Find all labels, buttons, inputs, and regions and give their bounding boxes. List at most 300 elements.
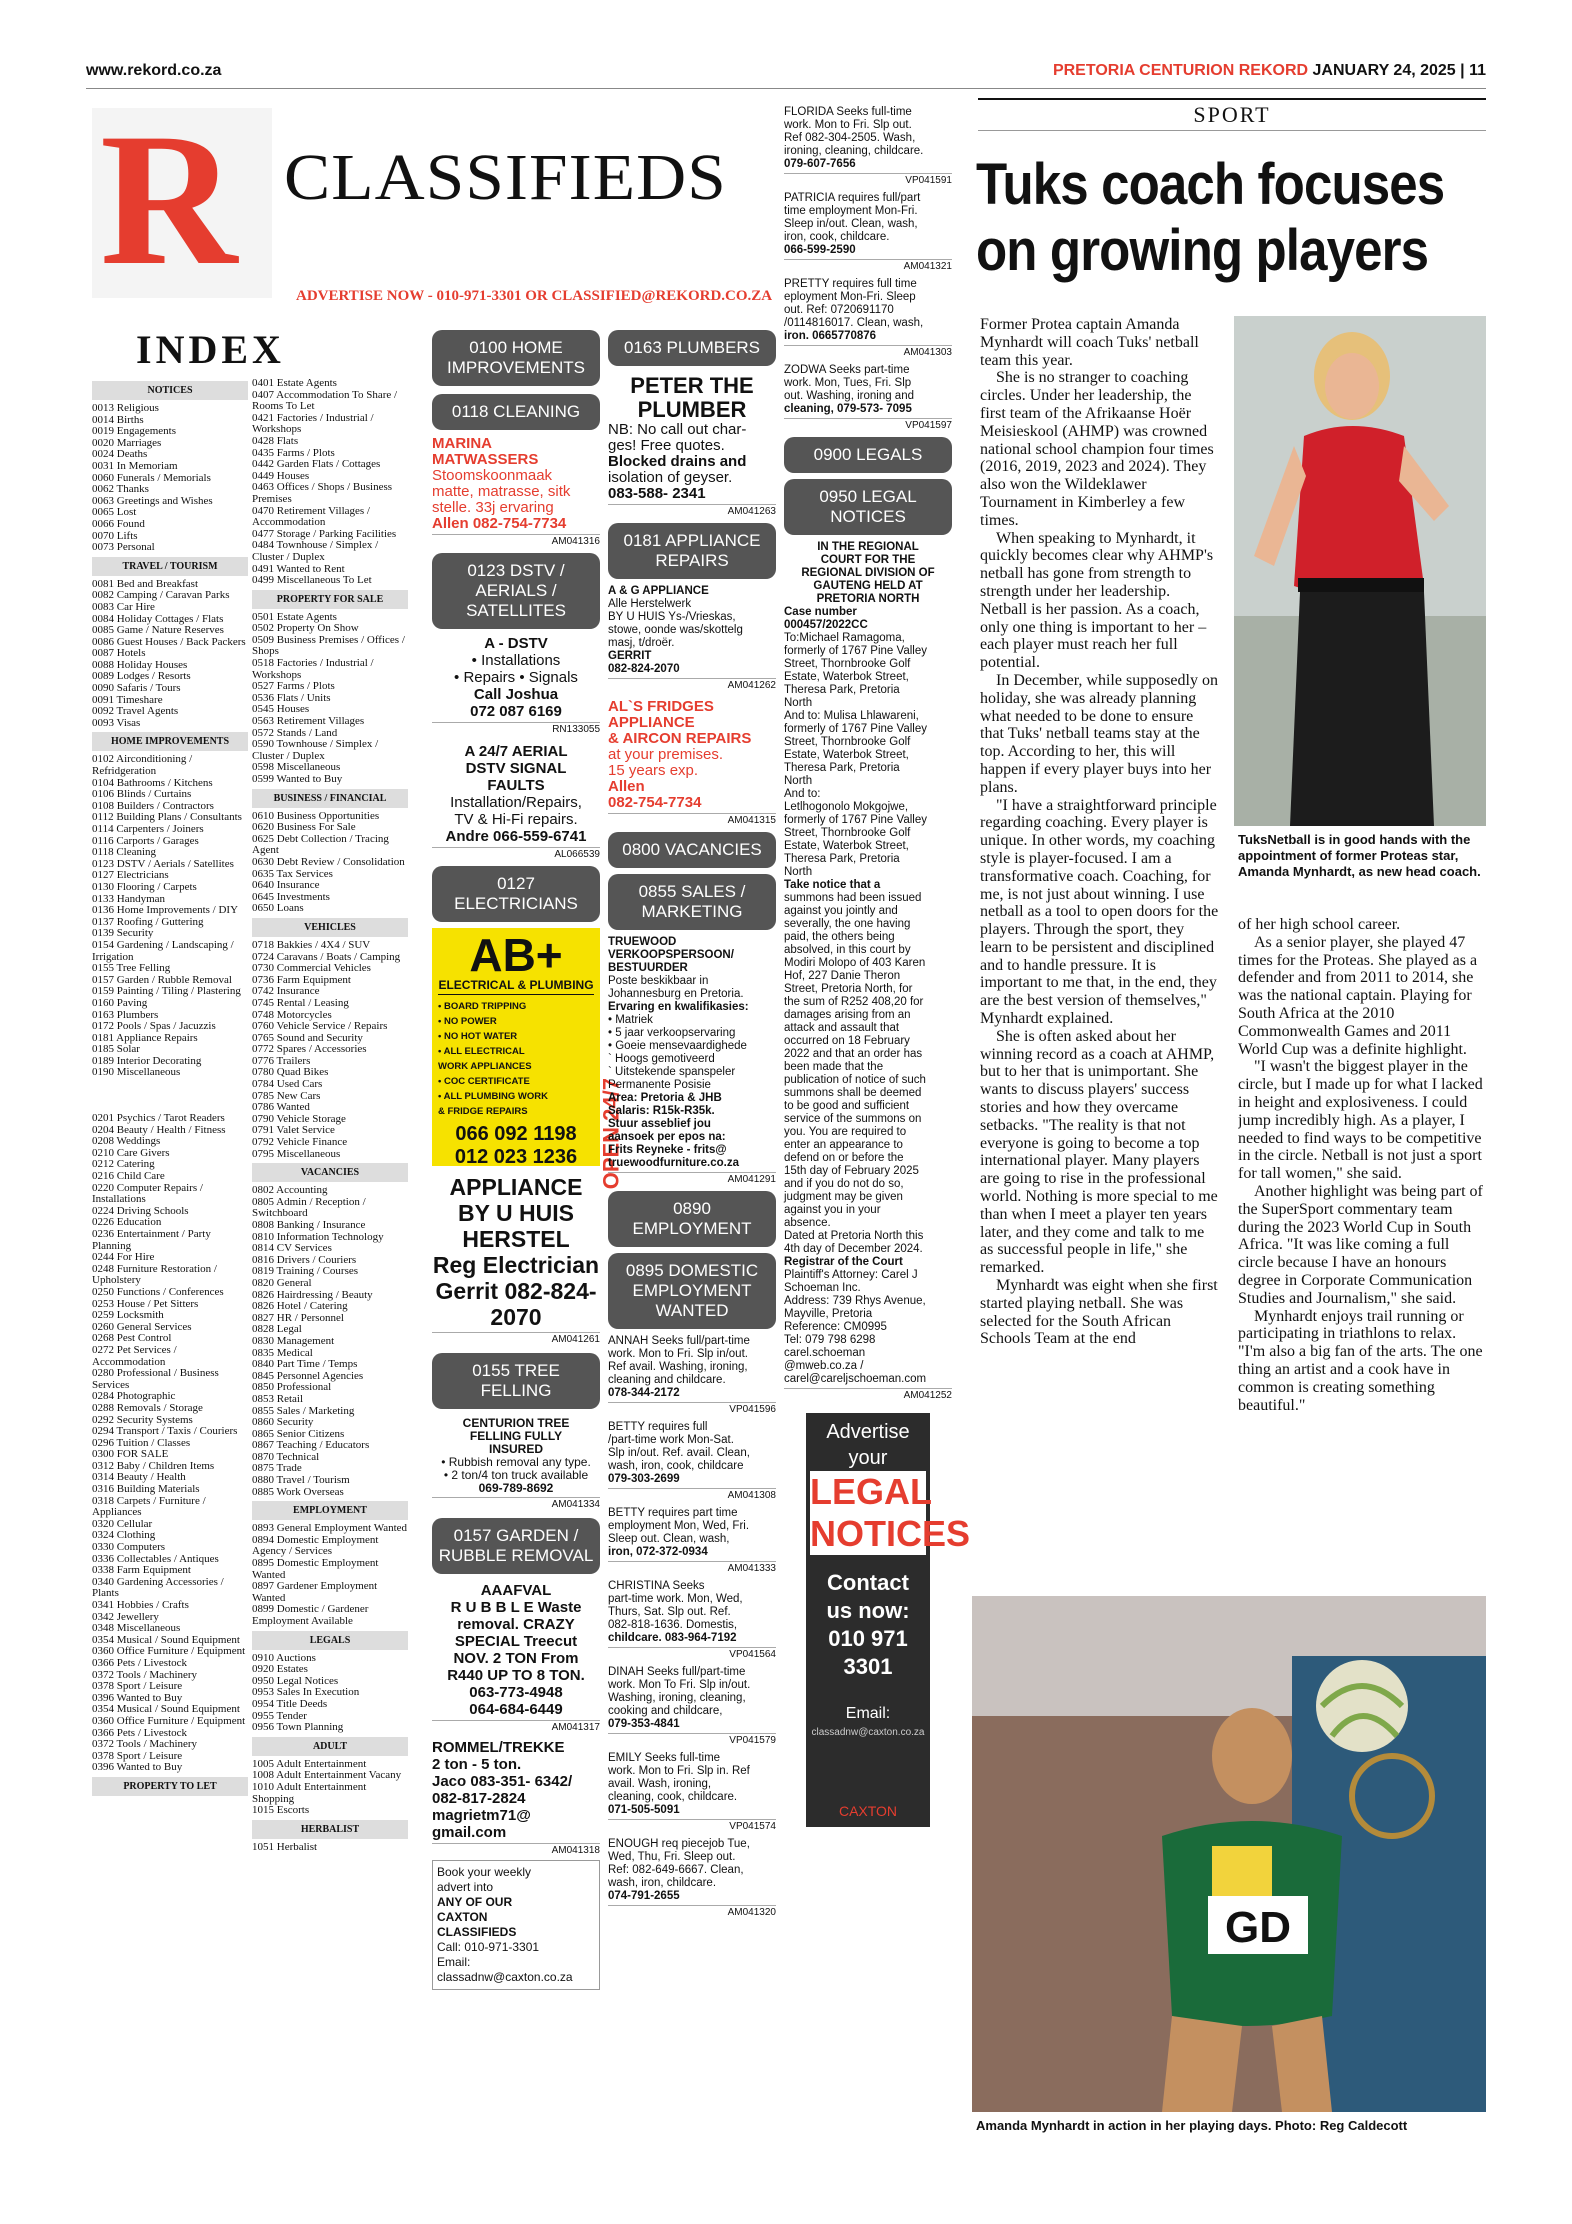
index-entry[interactable]: 0745 Rental / Leasing: [252, 996, 349, 1009]
index-entry[interactable]: 0396 Wanted to Buy: [92, 1761, 183, 1774]
index-entry[interactable]: 0324 Clothing: [92, 1529, 156, 1542]
ad-line: FELLING FULLY: [469, 1429, 563, 1443]
index-entry[interactable]: 0865 Senior Citizens: [252, 1427, 345, 1440]
index-entry[interactable]: 0802 Accounting: [252, 1184, 328, 1197]
index-entry[interactable]: 0210 Care Givers: [92, 1146, 170, 1159]
ad-line: Estate, Waterbok Street,: [784, 671, 909, 683]
index-entry[interactable]: 0106 Blinds / Curtains: [92, 788, 192, 801]
index-entry[interactable]: 0893 General Employment Wanted: [252, 1522, 408, 1535]
index-entry[interactable]: 0880 Travel / Tourism: [252, 1474, 350, 1487]
index-entry[interactable]: 0442 Garden Flats / Cottages: [252, 458, 381, 471]
ad-line: against you jointly and: [784, 905, 898, 917]
ad-line: APPLIANCE: [449, 1174, 583, 1200]
index-entry[interactable]: 0776 Trailers: [252, 1054, 311, 1067]
ad-line: occurred on 18 February: [784, 1035, 910, 1047]
classifieds-logo: R: [92, 108, 272, 298]
site-url[interactable]: www.rekord.co.za: [86, 62, 222, 79]
index-entry[interactable]: 0855 Sales / Marketing: [252, 1404, 355, 1417]
ad-line: • COC CERTIFICATE: [438, 1076, 530, 1087]
index-entry[interactable]: 0092 Travel Agents: [92, 705, 179, 718]
index-entry[interactable]: 0316 Building Materials: [92, 1483, 200, 1496]
index-entry[interactable]: 1010 Adult Entertainment Shopping: [252, 1780, 367, 1805]
index-entry[interactable]: 0014 Births: [92, 413, 144, 426]
index-entry[interactable]: 1005 Adult Entertainment: [252, 1757, 367, 1770]
index-entry[interactable]: 0136 Home Improvements / DIY: [92, 904, 239, 917]
index-entry[interactable]: 0867 Teaching / Educators: [252, 1439, 370, 1452]
index-entry[interactable]: 0765 Sound and Security: [252, 1031, 363, 1044]
category-appliance-repairs[interactable]: 0181 APPLIANCE REPAIRS: [608, 523, 776, 579]
ad-ref: AM041303: [784, 345, 952, 358]
index-entry[interactable]: 0093 Visas: [92, 716, 141, 729]
ad-line: • Matriek: [608, 1014, 653, 1026]
category-home-improvements[interactable]: 0100 HOME IMPROVEMENTS: [432, 330, 600, 386]
index-entry[interactable]: 0428 Flats: [252, 434, 299, 447]
index-entry[interactable]: 0470 Retirement Villages / Accommodation: [252, 504, 370, 529]
index-entry[interactable]: 0250 Functions / Conferences: [92, 1285, 224, 1298]
ad-line: enter an appearance to: [784, 1139, 903, 1151]
index-entry[interactable]: 0280 Professional / Business Services: [92, 1367, 219, 1391]
index-entry[interactable]: 0835 Medical: [252, 1346, 313, 1359]
category-vacancies[interactable]: 0800 VACANCIES: [608, 832, 776, 868]
index-entry[interactable]: 0091 Timeshare: [92, 693, 163, 706]
index-entry[interactable]: 0885 Work Overseas: [252, 1485, 344, 1498]
index-entry[interactable]: 0742 Insurance: [252, 985, 320, 998]
index-entry[interactable]: 0160 Paving: [92, 996, 148, 1009]
ad-line: Theresa Park, Pretoria: [784, 762, 900, 774]
ad-line: Johannesburg en Pretoria.: [608, 988, 744, 1000]
index-entry[interactable]: 1015 Escorts: [252, 1804, 310, 1817]
ad-ref: VP041574: [608, 1819, 776, 1832]
category-sales-marketing[interactable]: 0855 SALES / MARKETING: [608, 874, 776, 930]
index-entry[interactable]: 0360 Office Furniture / Equipment: [92, 1645, 246, 1658]
index-entry[interactable]: 0819 Training / Courses: [252, 1265, 359, 1278]
index-entry[interactable]: 0772 Spares / Accessories: [252, 1043, 367, 1056]
ad-line: /part-time work Mon-Sat.: [608, 1434, 734, 1446]
index-entry[interactable]: 0159 Painting / Tiling / Plastering: [92, 985, 241, 998]
index-entry[interactable]: 0083 Car Hire: [92, 600, 155, 613]
index-entry[interactable]: 0780 Quad Bikes: [252, 1066, 329, 1079]
index-entry[interactable]: 0020 Marriages: [92, 436, 162, 449]
index-entry[interactable]: 0491 Wanted to Rent: [252, 562, 345, 575]
index-entry[interactable]: 0084 Holiday Cottages / Flats: [92, 612, 224, 625]
issue-date: JANUARY 24, 2025: [1312, 62, 1456, 79]
ad-line: North: [784, 866, 813, 878]
index-entry[interactable]: 0407 Accommodation To Share / Rooms To Let: [252, 388, 398, 413]
index-entry[interactable]: 0360 Office Furniture / Equipment: [92, 1714, 246, 1727]
index-entry[interactable]: 0875 Trade: [252, 1462, 302, 1475]
index-entry[interactable]: 0318 Carpets / Furniture / Appliances: [92, 1494, 206, 1519]
index-heading: VEHICLES: [252, 918, 408, 937]
ad-ref: AM041318: [432, 1843, 600, 1856]
index-entry[interactable]: 0860 Security: [252, 1416, 314, 1429]
index-entry[interactable]: 0088 Holiday Houses: [92, 658, 188, 671]
ad-line: TRUEWOOD: [608, 936, 677, 948]
index-entry[interactable]: 0736 Farm Equipment: [252, 973, 351, 986]
category-tree-felling[interactable]: 0155 TREE FELLING: [432, 1353, 600, 1409]
index-entry[interactable]: 0019 Engagements: [92, 425, 177, 438]
ad-line: Salaris: R15k-R35k.: [608, 1105, 715, 1117]
coach-photo: [1234, 316, 1486, 826]
ad-line: @mweb.co.za /: [784, 1360, 864, 1372]
ad-line: Take notice that a: [784, 879, 881, 891]
index-entry[interactable]: 0421 Factories / Industrial / Workshops: [252, 411, 374, 436]
index-entry[interactable]: 0354 Musical / Sound Equipment: [92, 1633, 240, 1646]
category-domestic-employment[interactable]: 0895 DOMESTIC EMPLOYMENT WANTED: [608, 1253, 776, 1329]
ad-line: been made that the: [784, 1061, 884, 1073]
index-entry[interactable]: 0463 Offices / Shops / Business Premises: [252, 481, 393, 505]
index-entry[interactable]: 0340 Gardening Accessories / Plants: [92, 1575, 224, 1600]
index-entry[interactable]: 0201 Psychics / Tarot Readers: [92, 1112, 225, 1125]
index-entry[interactable]: 0300 FOR SALE: [92, 1448, 169, 1461]
index-entry[interactable]: 0509 Business Premises / Offices / Shops: [252, 633, 405, 658]
index-entry[interactable]: 0268 Pest Control: [92, 1332, 172, 1345]
index-entry[interactable]: 0536 Flats / Units: [252, 691, 331, 704]
ad-line: out. Ref: 0720691170: [784, 304, 894, 316]
index-entry[interactable]: 0338 Farm Equipment: [92, 1564, 191, 1577]
ad-line: attack and assault that: [784, 1022, 900, 1034]
ad-line: publication of notice of such: [784, 1074, 926, 1086]
category-cleaning[interactable]: 0118 CLEANING: [432, 394, 600, 430]
category-dstv[interactable]: 0123 DSTV / AERIALS / SATELLITES: [432, 553, 600, 629]
index-entry[interactable]: 0378 Sport / Leisure: [92, 1749, 183, 1762]
ab-open-24-7: OPEN 24/7: [598, 1078, 623, 1190]
index-entry[interactable]: 0248 Furniture Restoration / Upholstery: [92, 1262, 217, 1287]
ad-ref: AM041321: [784, 259, 952, 272]
index-entry[interactable]: 0013 Religious: [92, 402, 159, 414]
ab-phone-2[interactable]: 012 023 1236: [454, 1146, 578, 1168]
category-legals[interactable]: 0900 LEGALS: [784, 437, 952, 473]
ad-line: Ref avail. Washing, ironing,: [608, 1361, 748, 1373]
advertise-legal-notices-box[interactable]: [806, 1413, 971, 1827]
index-entry[interactable]: 0116 Carports / Garages: [92, 834, 199, 847]
ad-line: ` Hoogs gemotiveerd: [608, 1053, 715, 1065]
index-entry[interactable]: 0792 Vehicle Finance: [252, 1136, 348, 1149]
index-entry[interactable]: 0284 Photographic: [92, 1390, 176, 1403]
ad-line: BESTUURDER: [608, 962, 688, 974]
ad-line: you. You are required to: [784, 1126, 907, 1138]
index-entry[interactable]: 0089 Lodges / Resorts: [92, 670, 191, 683]
index-entry[interactable]: 0826 Hairdressing / Beauty: [252, 1288, 373, 1301]
index-entry[interactable]: 0260 General Services: [92, 1320, 192, 1333]
index-entry[interactable]: 0810 Information Technology: [252, 1230, 384, 1243]
index-entry[interactable]: 0253 House / Pet Sitters: [92, 1297, 199, 1310]
ad-line: R U B B L E Waste: [450, 1599, 582, 1616]
index-entry[interactable]: 0070 Lifts: [92, 529, 138, 542]
index-entry[interactable]: 0610 Business Opportunities: [252, 809, 380, 822]
index-entry[interactable]: 0805 Admin / Reception / Switchboard: [252, 1195, 366, 1220]
index-entry[interactable]: 0085 Game / Nature Reserves: [92, 624, 224, 637]
index-entry[interactable]: 0065 Lost: [92, 506, 137, 519]
index-entry[interactable]: 0625 Debt Collection / Tracing Agent: [252, 832, 389, 857]
ad-line: severally, the one having: [784, 918, 911, 930]
ad-line: • NO POWER: [438, 1016, 497, 1027]
index-entry[interactable]: 0785 New Cars: [252, 1089, 321, 1102]
index-entry[interactable]: 0786 Wanted: [252, 1101, 310, 1114]
ad-line: & AIRCON REPAIRS: [608, 730, 752, 747]
index-entry[interactable]: 1008 Adult Entertainment Vacany: [252, 1769, 402, 1782]
index-entry[interactable]: 0850 Professional: [252, 1381, 332, 1394]
index-entry[interactable]: 0024 Deaths: [92, 448, 148, 461]
netball-action-photo: [972, 1596, 1486, 2112]
index-entry[interactable]: 0154 Gardening / Landscaping / Irrigation: [92, 938, 234, 963]
ad-line: ZODWA Seeks part-time: [784, 364, 910, 376]
index-entry[interactable]: 0795 Miscellaneous: [252, 1147, 341, 1160]
index-entry[interactable]: 0114 Carpenters / Joiners: [92, 823, 204, 835]
index-entry[interactable]: 0220 Computer Repairs / Installations: [92, 1181, 203, 1206]
ab-phone-1[interactable]: 066 092 1198: [455, 1123, 577, 1145]
index-entry[interactable]: 0950 Legal Notices: [252, 1674, 339, 1687]
ad-line: • 5 jaar verkoopservaring: [608, 1027, 736, 1039]
index-entry[interactable]: 0899 Domestic / Gardener Employment Available: [252, 1603, 369, 1627]
ad-line: Andre 066-559-6741: [445, 828, 587, 845]
ad-ab-plus: [432, 928, 623, 1190]
index-entry[interactable]: 0572 Stands / Land: [252, 726, 338, 739]
index-entry[interactable]: 0312 Baby / Children Items: [92, 1459, 215, 1472]
ad-line: PATRICIA requires full/part: [784, 192, 921, 204]
index-entry[interactable]: 0108 Builders / Contractors: [92, 799, 214, 812]
index-entry[interactable]: 0272 Pet Services / Accommodation: [92, 1343, 177, 1368]
index-entry[interactable]: 0366 Pets / Livestock: [92, 1656, 188, 1669]
advert-line: 010 971 3301: [828, 1626, 908, 1679]
ad-ref: AM041315: [608, 813, 776, 826]
index-entry[interactable]: 0477 Storage / Parking Facilities: [252, 527, 397, 540]
index-entry[interactable]: 0599 Wanted to Buy: [252, 773, 343, 785]
ad-line: stowe, oonde was/skottelg: [608, 624, 743, 636]
index-entry[interactable]: 0808 Banking / Insurance: [252, 1219, 366, 1231]
index-entry[interactable]: 0031 In Memoriam: [92, 459, 178, 472]
index-entry[interactable]: 0185 Solar: [92, 1043, 140, 1056]
index-entry[interactable]: 0730 Commercial Vehicles: [252, 962, 371, 975]
index-entry[interactable]: 0137 Roofing / Guttering: [92, 915, 204, 928]
index-entry[interactable]: 0845 Personnel Agencies: [252, 1369, 364, 1382]
index-entry[interactable]: 0090 Safaris / Tours: [92, 682, 181, 695]
index-entry[interactable]: 0545 Houses: [252, 703, 310, 716]
index-entry[interactable]: 0348 Miscellaneous: [92, 1622, 181, 1635]
index-entry[interactable]: 0853 Retail: [252, 1392, 304, 1405]
index-entry[interactable]: 0435 Farms / Plots: [252, 446, 335, 459]
index-entry[interactable]: 0620 Business For Sale: [252, 821, 356, 834]
index-entry[interactable]: 0748 Motorcycles: [252, 1008, 332, 1021]
index-entry[interactable]: 0314 Beauty / Health: [92, 1471, 186, 1484]
ad-line: formerly of 1767 Pine Valley: [784, 814, 927, 826]
index-entry[interactable]: 0840 Part Time / Temps: [252, 1358, 358, 1371]
index-title: INDEX: [136, 327, 285, 372]
index-entry[interactable]: 0816 Drivers / Couriers: [252, 1253, 357, 1266]
index-entry[interactable]: 0123 DSTV / Aerials / Satellites: [92, 857, 234, 870]
ad-line: work. Mon to Fri. Slp in/out.: [608, 1348, 748, 1360]
classified-ad: [784, 278, 952, 358]
index-entry[interactable]: 0724 Caravans / Boats / Camping: [252, 950, 401, 963]
index-entry[interactable]: 0895 Domestic Employment Wanted: [252, 1557, 379, 1581]
index-entry[interactable]: 0155 Tree Felling: [92, 962, 171, 975]
index-entry[interactable]: 0060 Funerals / Memorials: [92, 471, 211, 484]
index-entry[interactable]: 0224 Driving Schools: [92, 1204, 189, 1217]
index-heading: PROPERTY TO LET: [92, 1777, 248, 1796]
index-entry[interactable]: 0527 Farms / Plots: [252, 680, 335, 693]
index-entry[interactable]: 0330 Computers: [92, 1541, 166, 1554]
index-entry[interactable]: 0449 Houses: [252, 469, 310, 482]
ad-line: ANNAH Seeks full/part-time: [608, 1335, 750, 1347]
index-entry[interactable]: 0212 Catering: [92, 1158, 155, 1171]
index-entry[interactable]: 0296 Tuition / Classes: [92, 1436, 191, 1449]
index-entry[interactable]: 0216 Child Care: [92, 1170, 165, 1183]
index-entry[interactable]: 0598 Miscellaneous: [252, 761, 341, 774]
index-entry[interactable]: 0640 Insurance: [252, 879, 320, 892]
ad-line: ironing, cleaning, childcare.: [784, 145, 924, 157]
index-entry[interactable]: 0181 Appliance Repairs: [92, 1031, 198, 1044]
index-entry[interactable]: 0073 Personal: [92, 541, 155, 554]
index-entry[interactable]: 0112 Building Plans / Consultants: [92, 811, 242, 824]
ad-ref: AM041317: [432, 1720, 600, 1733]
ad-line: 079-353-4841: [608, 1718, 680, 1730]
ad-line: EMILY Seeks full-time: [608, 1752, 721, 1764]
index-entry[interactable]: 0378 Sport / Leisure: [92, 1680, 183, 1693]
ad-line: Letlhogonolo Mokgojwe,: [784, 801, 909, 813]
category-electricians[interactable]: 0127 ELECTRICIANS: [432, 866, 600, 922]
index-entry[interactable]: 0139 Security: [92, 927, 154, 940]
index-entry[interactable]: 0102 Airconditioning / Refridgeration: [92, 753, 193, 778]
classified-ad: [608, 1838, 776, 1918]
index-entry[interactable]: 0190 Miscellaneous: [92, 1066, 181, 1079]
index-entry[interactable]: 0894 Domestic Employment Agency / Services: [252, 1533, 379, 1558]
index-entry[interactable]: 0645 Investments: [252, 890, 330, 903]
index-heading: HOME IMPROVEMENTS: [92, 732, 248, 751]
ad-ref: AM041333: [608, 1561, 776, 1574]
ad-truewood: [608, 936, 776, 1170]
index-entry[interactable]: 0259 Locksmith: [92, 1309, 164, 1322]
ad-line: AAAFVAL: [480, 1582, 552, 1599]
index-entry[interactable]: 0336 Collectables / Antiques: [92, 1552, 219, 1565]
ad-line: A 24/7 AERIAL: [464, 743, 568, 760]
index-entry[interactable]: 0827 HR / Personnel: [252, 1311, 344, 1324]
article-paragraph: She is often asked about her winning record as a coach at AHMP, but to her that is unimportant. She wants to discuss players' success stories and how they overcame setbacks. "The reality is that not everyone is going to become a top international player. Many players are going to rise in the professional world. Nothing is more special to me than when I meet a player ten years later, and they come and talk to me as successful people in life," she remarked.: [980, 1027, 1218, 1277]
index-entry[interactable]: 0820 General: [252, 1276, 312, 1289]
index-entry[interactable]: 0954 Title Deeds: [252, 1697, 328, 1710]
index-entry[interactable]: 0104 Bathrooms / Kitchens: [92, 776, 213, 789]
index-entry[interactable]: 0062 Thanks: [92, 483, 149, 496]
index-entry[interactable]: 0784 Used Cars: [252, 1078, 323, 1091]
index-entry[interactable]: 1051 Herbalist: [252, 1840, 318, 1853]
index-entry[interactable]: 0082 Camping / Caravan Parks: [92, 589, 230, 602]
index-entry[interactable]: 0087 Hotels: [92, 647, 146, 660]
index-entry[interactable]: 0354 Musical / Sound Equipment: [92, 1703, 240, 1716]
index-entry[interactable]: 0791 Valet Service: [252, 1124, 335, 1137]
index-entry[interactable]: 0563 Retirement Villages: [252, 715, 365, 728]
ad-line: MARINA: [432, 435, 492, 452]
ad-line: And to:: [784, 788, 821, 800]
index-entry[interactable]: 0760 Vehicle Service / Repairs: [252, 1020, 388, 1033]
index-entry[interactable]: 0828 Legal: [252, 1323, 302, 1336]
ad-line: GERRIT: [608, 650, 652, 662]
index-entry[interactable]: 0590 Townhouse / Simplex / Cluster / Duplex: [252, 738, 379, 762]
index-entry[interactable]: 0953 Sales In Execution: [252, 1686, 360, 1699]
index-entry[interactable]: 0484 Townhouse / Simplex / Cluster / Duplex: [252, 539, 379, 563]
index-entry[interactable]: 0366 Pets / Livestock: [92, 1726, 188, 1739]
ad-dstv: [432, 635, 600, 720]
index-entry[interactable]: 0650 Loans: [252, 902, 304, 915]
advert-line: NOTICES: [810, 1513, 971, 1554]
index-entry[interactable]: 0292 Security Systems: [92, 1413, 193, 1426]
index-entry[interactable]: 0130 Flooring / Carpets: [92, 880, 197, 893]
index-entry[interactable]: 0127 Electricians: [92, 869, 169, 882]
index-entry[interactable]: 0066 Found: [92, 517, 145, 530]
ad-line: Reg Electrician: [432, 1252, 600, 1278]
ad-ref: VP041596: [608, 1402, 776, 1415]
index-entry[interactable]: 0826 Hotel / Catering: [252, 1300, 348, 1313]
index-entry[interactable]: 0204 Beauty / Health / Fitness: [92, 1123, 226, 1136]
index-entry[interactable]: 0244 For Hire: [92, 1251, 155, 1264]
index-entry[interactable]: 0635 Tax Services: [252, 867, 333, 880]
index-entry[interactable]: 0372 Tools / Machinery: [92, 1668, 198, 1681]
index-entry[interactable]: 0501 Estate Agents: [252, 610, 337, 623]
category-legal-notices[interactable]: 0950 LEGAL NOTICES: [784, 479, 952, 535]
index-entry[interactable]: 0499 Miscellaneous To Let: [252, 574, 372, 587]
index-entry[interactable]: 0086 Guest Houses / Back Packers: [92, 635, 246, 648]
ad-line: Thurs, Sat. Slp out. Ref.: [608, 1606, 731, 1618]
ad-line: Stuur asseblief jou: [608, 1118, 711, 1130]
index-entry[interactable]: 0718 Bakkies / 4X4 / SUV: [252, 938, 371, 951]
index-entry[interactable]: 0956 Town Planning: [252, 1721, 344, 1734]
index-entry[interactable]: 0502 Property On Show: [252, 622, 359, 635]
index-entry[interactable]: 0341 Hobbies / Crafts: [92, 1599, 189, 1611]
ad-line: Street, Thornbrooke Golf: [784, 658, 911, 670]
index-entry[interactable]: 0372 Tools / Machinery: [92, 1738, 198, 1751]
category-plumbers[interactable]: 0163 PLUMBERS: [608, 330, 776, 366]
index-entry[interactable]: 0172 Pools / Spas / Jacuzzis: [92, 1020, 216, 1033]
index-entry[interactable]: 0870 Technical: [252, 1450, 320, 1463]
index-entry[interactable]: 0955 Tender: [252, 1709, 307, 1722]
index-entry[interactable]: 0063 Greetings and Wishes: [92, 494, 213, 507]
ad-centurion-tree: [432, 1417, 600, 1495]
ad-line: Ervaring en kwalifikasies:: [608, 1001, 749, 1013]
caxton-book-advert[interactable]: [432, 1860, 600, 1990]
index-heading: LEGALS: [252, 1631, 408, 1650]
index-entry[interactable]: 0163 Plumbers: [92, 1008, 159, 1021]
index-entry[interactable]: 0288 Removals / Storage: [92, 1401, 203, 1414]
index-entry[interactable]: 0518 Factories / Industrial / Workshops: [252, 657, 374, 681]
index-entry[interactable]: 0342 Jewellery: [92, 1610, 159, 1623]
index-entry[interactable]: 0226 Education: [92, 1216, 162, 1229]
category-employment[interactable]: 0890 EMPLOYMENT: [608, 1191, 776, 1247]
index-entry[interactable]: 0396 Wanted to Buy: [92, 1691, 183, 1704]
ad-line: 000457/2022CC: [784, 619, 868, 631]
index-entry[interactable]: 0630 Debt Review / Consolidation: [252, 855, 405, 868]
ad-line: 15th day of February 2025: [784, 1165, 919, 1177]
index-entry[interactable]: 0897 Gardener Employment Wanted: [252, 1580, 378, 1604]
index-entry[interactable]: 0790 Vehicle Storage: [252, 1112, 346, 1125]
index-entry[interactable]: 0133 Handyman: [92, 892, 166, 905]
index-entry[interactable]: 0081 Bed and Breakfast: [92, 577, 198, 590]
index-entry[interactable]: 0320 Cellular: [92, 1517, 153, 1530]
index-entry[interactable]: 0830 Management: [252, 1334, 335, 1347]
ad-line: VERKOOPSPERSOON/: [608, 949, 734, 961]
index-entry[interactable]: 0401 Estate Agents: [252, 377, 337, 389]
index-entry[interactable]: 0814 CV Services: [252, 1242, 332, 1255]
index-entry[interactable]: 0189 Interior Decorating: [92, 1054, 202, 1067]
index-entry[interactable]: 0208 Weddings: [92, 1135, 161, 1148]
index-entry[interactable]: 0920 Estates: [252, 1663, 308, 1676]
index-entry[interactable]: 0910 Auctions: [252, 1651, 316, 1664]
index-heading: BUSINESS / FINANCIAL: [252, 789, 408, 808]
index-entry[interactable]: 0236 Entertainment / Party Planning: [92, 1228, 211, 1252]
index-spacer: [92, 1079, 248, 1113]
index-entry[interactable]: 0157 Garden / Rubble Removal: [92, 973, 232, 986]
index-entry[interactable]: 0118 Cleaning: [92, 846, 157, 859]
category-garden-rubble[interactable]: 0157 GARDEN / RUBBLE REMOVAL: [432, 1518, 600, 1574]
index-entry[interactable]: 0294 Transport / Taxis / Couriers: [92, 1425, 238, 1438]
ad-line: • ALL PLUMBING WORK & FRIDGE REPAIRS: [438, 1091, 548, 1117]
ad-ref: AM041262: [608, 678, 776, 691]
